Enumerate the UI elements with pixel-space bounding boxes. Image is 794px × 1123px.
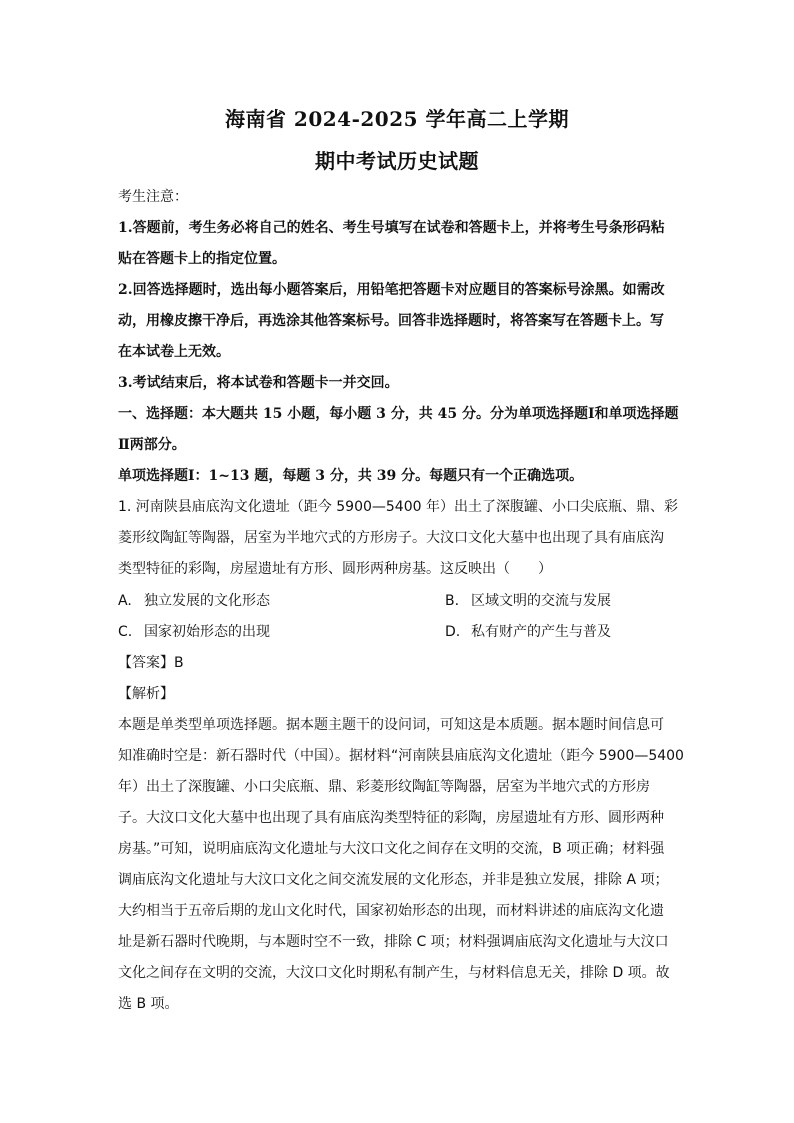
analysis-line: 大约相当于五帝后期的龙山文化时代，国家初始形态的出现，而材料讲述的庙底沟文化遗 — [118, 903, 664, 919]
exam-title-line2: 期中考试历史试题 — [315, 149, 479, 173]
option-text: 区域文明的交流与发展 — [471, 593, 611, 609]
notice-item: 动，用橡皮擦干净后，再选涂其他答案标号。回答非选择题时，将答案写在答题卡上。写 — [118, 313, 664, 329]
notice-item: 贴在答题卡上的指定位置。 — [118, 251, 286, 267]
analysis-line: 调庙底沟文化遗址与大汶口文化之间交流发展的文化形态，并非是独立发展，排除 A 项； — [118, 872, 669, 888]
option-c — [118, 622, 270, 642]
analysis-line: 知准确时空是：新石器时代（中国）。据材料“河南陕县庙底沟文化遗址（距今 5900—5400 — [118, 748, 684, 764]
question-stem-line: 1. 河南陕县庙底沟文化遗址（距今 5900—5400 年）出土了深腹罐、小口尖底瓶、鼎、彩 — [118, 499, 678, 515]
option-a — [118, 591, 270, 611]
analysis-line: 子。大汶口文化大墓中也出现了具有庙底沟类型特征的彩陶，房屋遗址有方形、圆形两种 — [118, 810, 664, 826]
option-key: D. — [445, 624, 461, 640]
section-subheading: 单项选择题Ⅰ：1~13 题，每题 3 分，共 39 分。每题只有一个正确选项。 — [118, 468, 584, 484]
notice-heading: 考生注意： — [118, 189, 188, 205]
section-heading-cont: Ⅱ两部分。 — [118, 437, 186, 453]
option-key: B. — [445, 593, 460, 609]
analysis-label: 【解析】 — [118, 686, 174, 702]
option-text: 国家初始形态的出现 — [144, 624, 270, 640]
notice-item: 1.答题前，考生务必将自己的姓名、考生号填写在试卷和答题卡上，并将考生号条形码粘 — [118, 220, 665, 236]
option-text: 私有财产的产生与普及 — [471, 624, 611, 640]
analysis-line: 选 B 项。 — [118, 996, 179, 1012]
option-b — [445, 591, 611, 611]
section-heading: 一、选择题：本大题共 15 小题，每小题 3 分，共 45 分。分为单项选择题Ⅰ和单项选择题 — [118, 406, 679, 422]
notice-item: 3.考试结束后，将本试卷和答题卡一并交回。 — [118, 375, 399, 391]
option-text: 独立发展的文化形态 — [144, 593, 270, 609]
option-d — [445, 622, 611, 642]
analysis-line: 文化之间存在文明的交流，大汶口文化时期私有制产生，与材料信息无关，排除 D 项。故 — [118, 965, 670, 981]
analysis-line: 本题是单类型单项选择题。据本题主题干的设问词，可知这是本质题。据本题时间信息可 — [118, 717, 664, 733]
question-stem-line: 菱形纹陶缸等陶器，居室为半地穴式的方形房子。大汶口文化大墓中也出现了具有庙底沟 — [118, 530, 664, 546]
analysis-line: 年）出土了深腹罐、小口尖底瓶、鼎、彩菱形纹陶缸等陶器，居室为半地穴式的方形房 — [118, 779, 650, 795]
answer-label: 【答案】B — [118, 655, 184, 671]
exam-title-line1: 海南省 2024-2025 学年高二上学期 — [224, 107, 570, 131]
option-key: C. — [118, 624, 133, 640]
question-stem-line: 类型特征的彩陶，房屋遗址有方形、圆形两种房基。这反映出（ ） — [118, 561, 552, 577]
analysis-line: 房基。”可知，说明庙底沟文化遗址与大汶口文化之间存在文明的交流，B 项正确；材料强 — [118, 841, 665, 857]
notice-item: 在本试卷上无效。 — [118, 344, 230, 360]
analysis-line: 址是新石器时代晚期，与本题时空不一致，排除 C 项；材料强调庙底沟文化遗址与大汶口 — [118, 934, 669, 950]
notice-item: 2.回答选择题时，选出每小题答案后，用铅笔把答题卡对应题目的答案标号涂黑。如需改 — [118, 282, 665, 298]
option-key: A. — [118, 593, 132, 609]
